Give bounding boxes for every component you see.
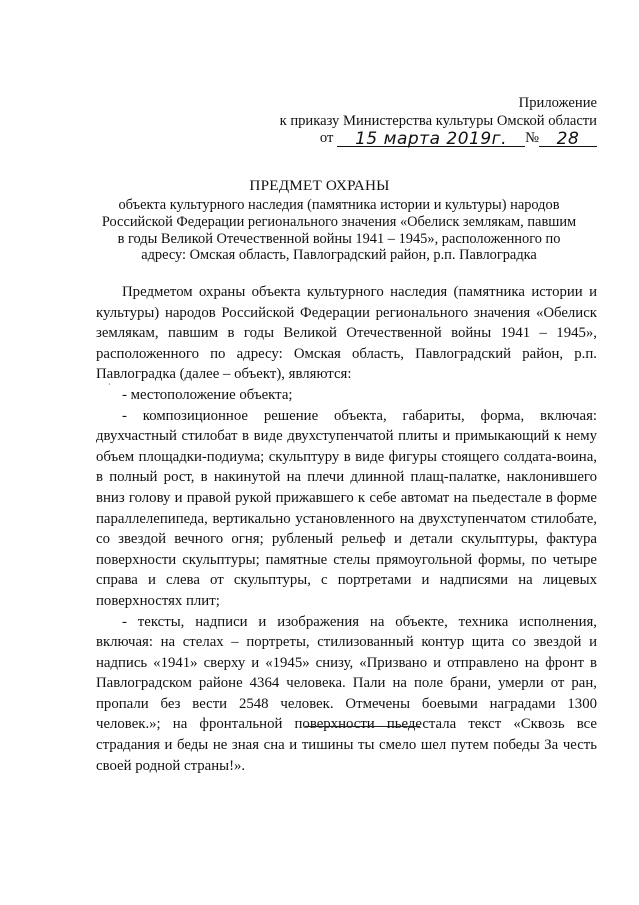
appendix-label: Приложение <box>518 95 597 111</box>
document-subtitle <box>96 197 582 264</box>
margin-dot: · <box>108 380 111 389</box>
intro-paragraph: Предметом охраны объекта культурного наследия (памятника истории и культуры) народов Российской Федерации регионального значения «Обелиск землякам, павшим в годы Великой Отечественной войны 1941 – 1945», расположенного по адресу: Омская область, Павлоградский район, р.п. Павлоградка (далее – объект), являются: <box>96 284 597 383</box>
order-reference: к приказу Министерства культуры Омской области <box>279 113 597 129</box>
item-location: - местоположение объекта; <box>122 386 293 403</box>
document-body <box>96 282 597 776</box>
number-prefix: № <box>525 130 539 146</box>
handwritten-number: 28 <box>556 129 580 149</box>
item-composition: - композиционное решение объекта, габариты, форма, включая: двухчастный стилобат в виде двухступенчатой плиты и примыкающий к нему объем площадки-подиума; скульптуру в виде фигуры стоящего солдата-воина, в полный рост, в накинутой на плечи длинной плащ-палатке, наклонившего вниз голову и правой рукой прижавшего к себе автомат на пьедестале в форме параллелепипеда, вертикально установленного на двухступенчатом стилобате, со звездой вечного огня; рубленый рельеф и детали скульптуры, фактура поверхности скульптуры; памятные стелы прямоугольной формы, по четыре справа и слева от скульптуры, с портретами и надписями на лицевых поверхностях плит; <box>96 407 597 609</box>
document-title: ПРЕДМЕТ ОХРАНЫ <box>249 177 390 194</box>
subtitle-line: в годы Великой Отечественной войны 1941 – 1945», расположенного по <box>117 230 561 247</box>
date-field <box>337 129 525 147</box>
subtitle-line: объекта культурного наследия (памятника истории и культуры) народов <box>118 197 560 213</box>
handwritten-date: 15 марта 2019г. <box>355 129 508 149</box>
subtitle-line: адресу: Омская область, Павлоградский район, р.п. Павлоградка <box>141 247 537 264</box>
subtitle-line: Российской Федерации регионального значения «Обелиск землякам, павшим <box>101 213 577 230</box>
number-field <box>539 129 597 147</box>
closing-rule <box>305 726 420 727</box>
order-date-number-line <box>320 129 597 147</box>
item-inscriptions: - тексты, надписи и изображения на объекте, техника исполнения, включая: на стелах – портреты, стилизованный контур щита со звездой и надпись «1941» сверху и «1945» снизу, «Призвано и отправлено на фронт в Павлоградском районе 4364 человека. Пали на поле брани, умерли от ран, пропали без вести 2548 человек. Отмечены боевыми наградами 1300 человек.»; на фронтальной поверхности пьедестала текст «Сквозь все страдания и беды не зная сна и тишины ты смело шел путем победы За честь своей родной страны!». <box>96 613 597 774</box>
date-prefix: от <box>319 130 334 146</box>
